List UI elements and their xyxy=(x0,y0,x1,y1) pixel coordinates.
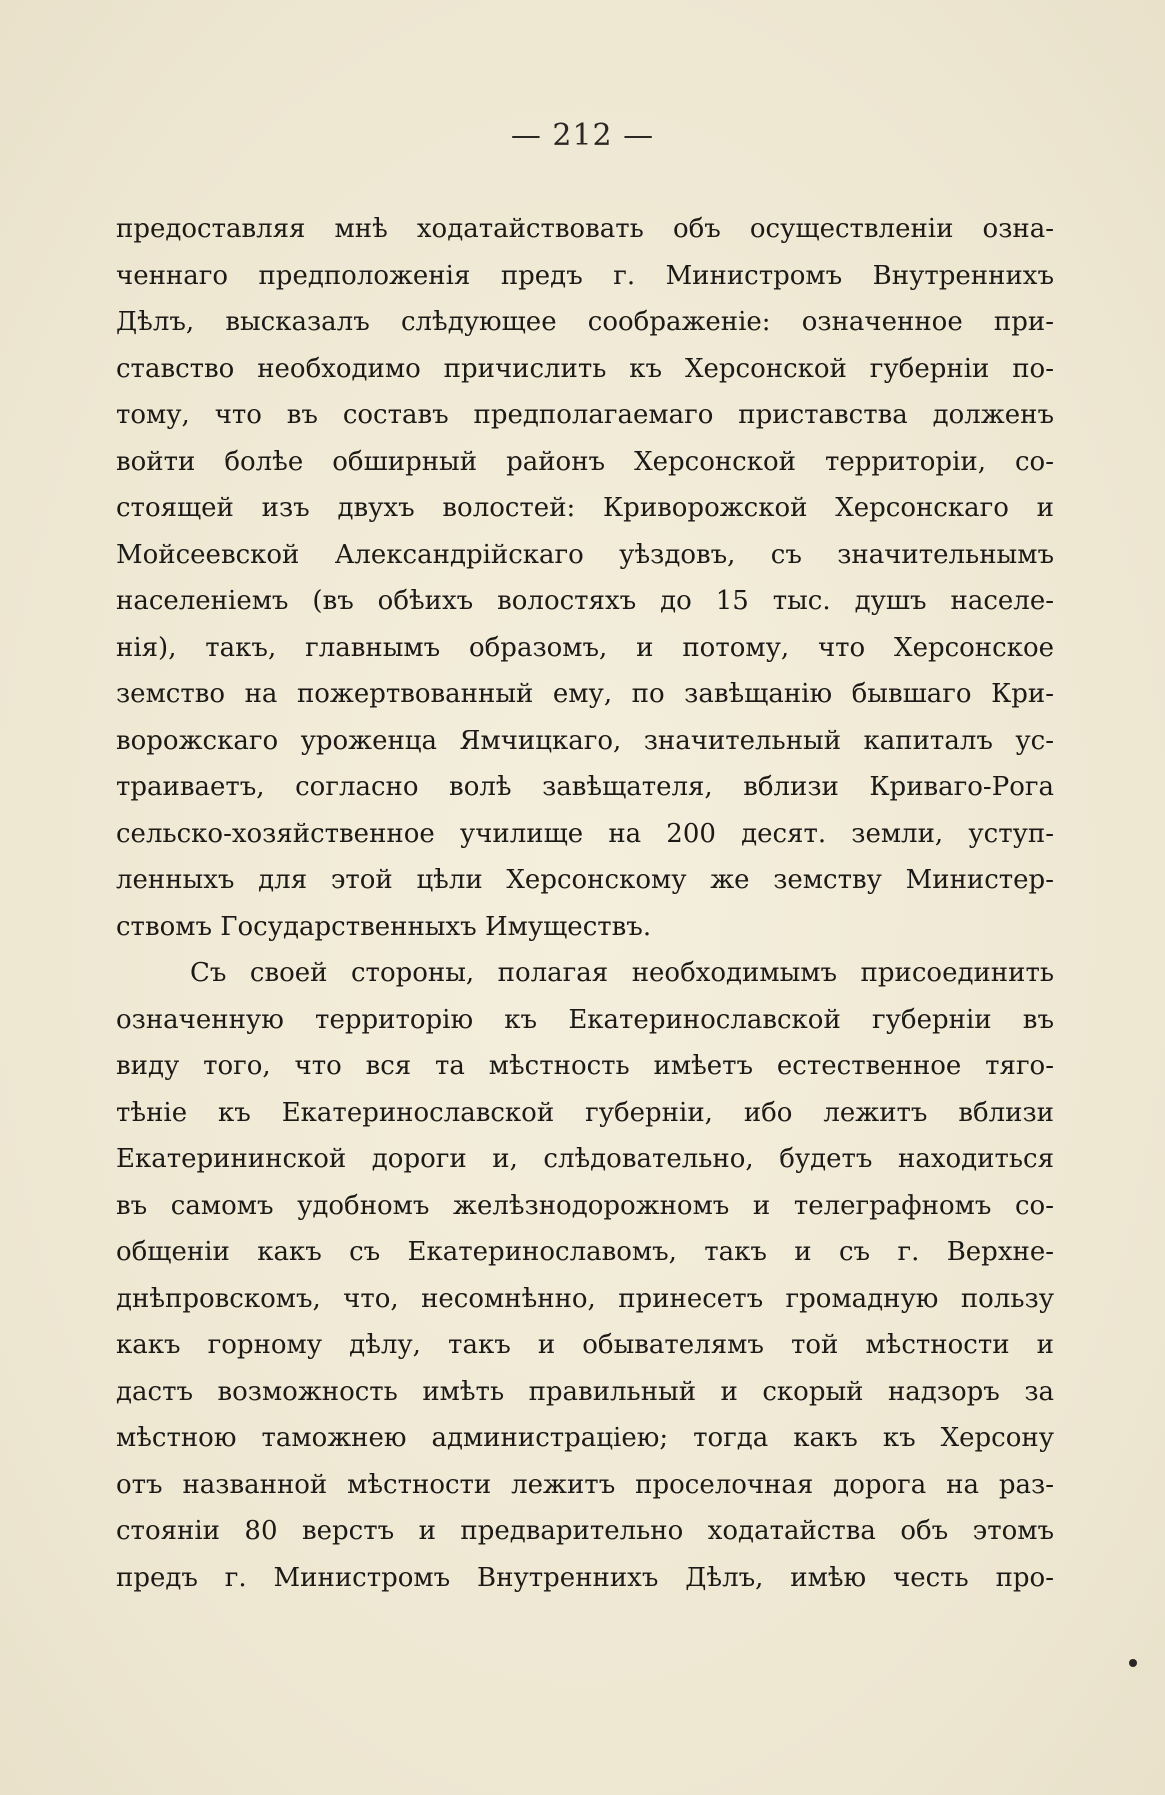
text-line: виду того, что вся та мѣстность имѣетъ естественное тяго- xyxy=(116,1051,1054,1081)
text-line: тѣніе къ Екатеринославской губерніи, ибо лежитъ вблизи xyxy=(116,1097,1054,1128)
text-line: нія), такъ, главнымъ образомъ, и потому, что Херсонское xyxy=(116,632,1054,663)
text-line: стоящей изъ двухъ волостей: Криворожской Херсонскаго и xyxy=(116,493,1054,523)
text-line: ворожскаго уроженца Ямчицкаго, значительный капиталъ ус- xyxy=(116,725,1054,756)
body-text xyxy=(116,206,1054,1601)
text-line: Мойсеевской Александрійскаго уѣздовъ, съ значительнымъ xyxy=(116,539,1054,570)
text-line: Екатерининской дороги и, слѣдовательно, будетъ находиться xyxy=(116,1144,1054,1174)
text-line: тому, что въ составъ предполагаемаго приставства долженъ xyxy=(116,400,1054,430)
text-line: земство на пожертвованный ему, по завѣщанію бывшаго Кри- xyxy=(116,679,1054,709)
text-line: стояніи 80 верстъ и предварительно ходатайства объ этомъ xyxy=(116,1516,1054,1546)
text-line: дастъ возможность имѣть правильный и скорый надзоръ за xyxy=(116,1376,1054,1407)
text-line: Дѣлъ, высказалъ слѣдующее соображеніе: означенное при- xyxy=(116,307,1054,337)
text-line: предъ г. Министромъ Внутреннихъ Дѣлъ, имѣю честь про- xyxy=(116,1562,1054,1593)
text-line: траиваетъ, согласно волѣ завѣщателя, вблизи Криваго-Рога xyxy=(116,772,1054,802)
text-line: населеніемъ (въ обѣихъ волостяхъ до 15 тыс. душъ населе- xyxy=(116,586,1054,616)
text-line: ствомъ Государственныхъ Имуществъ. xyxy=(116,911,652,942)
text-line: сельско-хозяйственное училище на 200 десят. земли, уступ- xyxy=(116,818,1054,849)
text-line: Съ своей стороны, полагая необходимымъ присоединить xyxy=(190,958,1054,988)
text-line: мѣстною таможнею администраціею; тогда какъ къ Херсону xyxy=(116,1423,1054,1453)
text-line: ставство необходимо причислить къ Херсонской губерніи по- xyxy=(116,353,1054,384)
text-line: ленныхъ для этой цѣли Херсонскому же земству Министер- xyxy=(116,865,1054,895)
text-line: днѣпровскомъ, что, несомнѣнно, принесетъ громадную пользу xyxy=(116,1283,1054,1314)
ink-speck xyxy=(1129,1659,1137,1667)
text-line: въ самомъ удобномъ желѣзнодорожномъ и телеграфномъ со- xyxy=(116,1190,1054,1221)
text-line: общеніи какъ съ Екатеринославомъ, такъ и съ г. Верхне- xyxy=(116,1237,1054,1267)
page-number: — 212 — xyxy=(510,118,655,153)
text-line: означенную территорію къ Екатеринославской губерніи въ xyxy=(116,1004,1054,1035)
text-line: какъ горному дѣлу, такъ и обывателямъ той мѣстности и xyxy=(116,1330,1054,1360)
text-line: войти болѣе обширный районъ Херсонской территоріи, со- xyxy=(116,446,1054,477)
text-line: ченнаго предположенія предъ г. Министромъ Внутреннихъ xyxy=(116,260,1054,291)
text-line: отъ названной мѣстности лежитъ проселочная дорога на раз- xyxy=(116,1469,1054,1500)
paragraph-1 xyxy=(116,206,1054,950)
text-line: предоставляя мнѣ ходатайствовать объ осуществленіи озна- xyxy=(116,214,1054,244)
paragraph-2 xyxy=(116,950,1054,1601)
